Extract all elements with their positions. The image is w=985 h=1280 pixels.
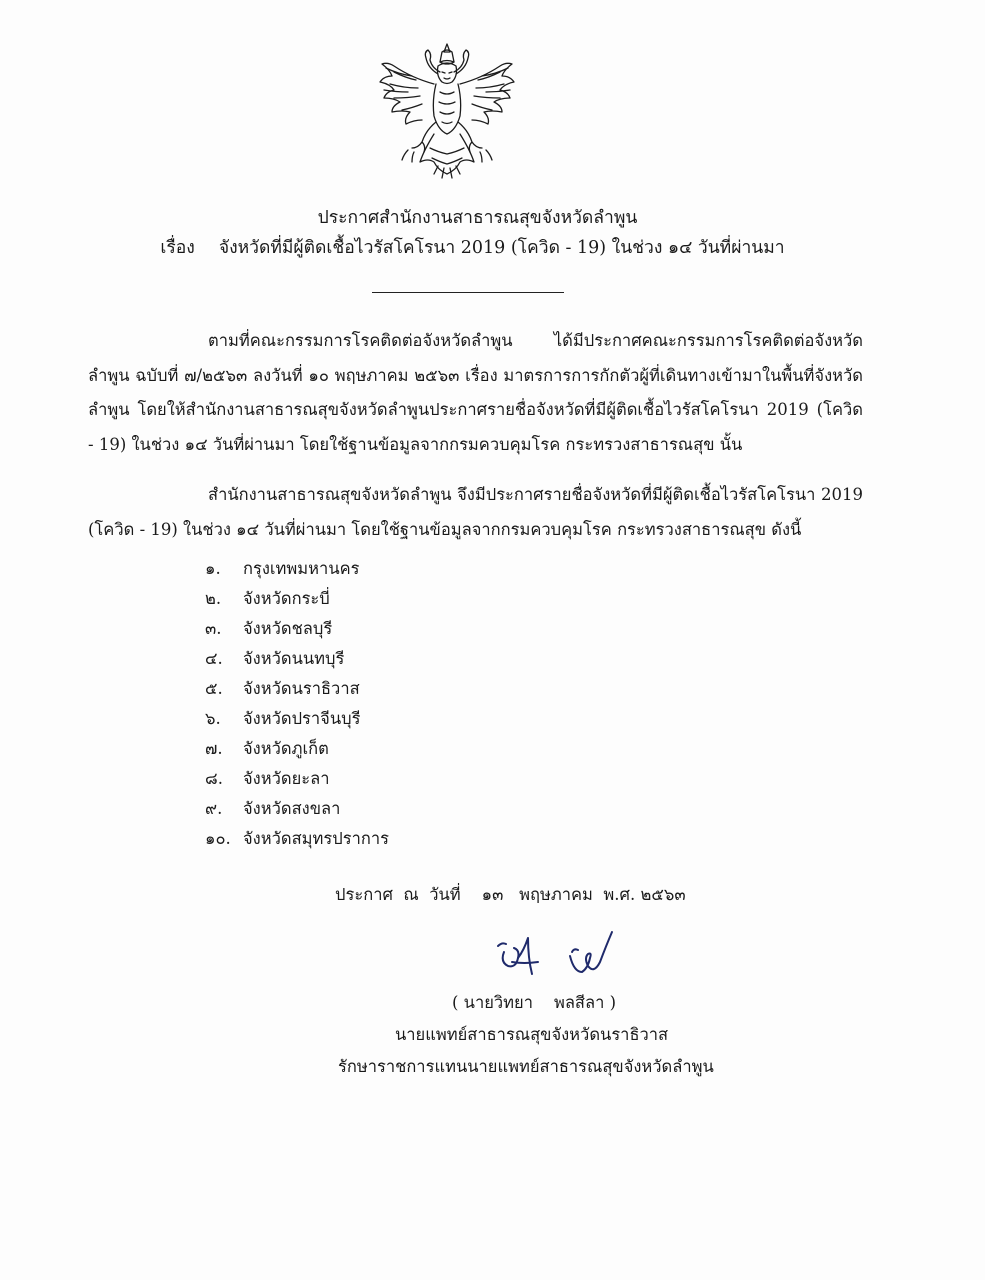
list-number: ๘. — [205, 769, 223, 788]
list-item — [205, 584, 389, 614]
province-name: จังหวัดภูเก็ต — [243, 739, 329, 758]
list-item — [205, 704, 389, 734]
province-list — [205, 554, 389, 854]
list-number: ๕. — [205, 679, 223, 698]
subject-text: จังหวัดที่มีผู้ติดเชื้อไวรัสโคโรนา 2019 (โควิด - 19) ในช่วง ๑๔ วันที่ผ่านมา — [218, 238, 785, 258]
list-number: ๖. — [205, 709, 221, 728]
list-item — [205, 674, 389, 704]
header-divider — [372, 292, 564, 293]
paragraph-announcement-text: สำนักงานสาธารณสุขจังหวัดลำพูน จึงมีประกาศรายชื่อจังหวัดที่มีผู้ติดเชื้อไวรัสโคโรนา 2019 (โควิด - 19) ในช่วง ๑๔ วันที่ผ่านมา โดยใช้ฐานข้อมูลจากกรมควบคุมโรค กระทรวงสาธารณสุข ดังนี้ — [88, 485, 863, 539]
list-item — [205, 794, 389, 824]
province-name: จังหวัดสงขลา — [243, 799, 341, 818]
list-number: ๔. — [205, 649, 223, 668]
announcement-date: ประกาศ ณ วันที่ ๑๓ พฤษภาคม พ.ศ. ๒๕๖๓ — [335, 885, 686, 904]
list-item — [205, 734, 389, 764]
list-number: ๑๐. — [205, 829, 231, 848]
list-number: ๓. — [205, 619, 222, 638]
announcement-header — [0, 203, 985, 263]
paragraph-intro-text: ตามที่คณะกรรมการโรคติดต่อจังหวัดลำพูน ได้มีประกาศคณะกรรมการโรคติดต่อจังหวัดลำพูน ฉบับที่ ๗/๒๕๖๓ ลงวันที่ ๑๐ พฤษภาคม ๒๕๖๓ เรื่อง มาตรการการกักตัวผู้ที่เดินทางเข้ามาในพื้นที่จังหวัดลำพูน โดยให้สำนักงานสาธารณสุขจังหวัดลำพูนประกาศรายชื่อจังหวัดที่มีผู้ติดเชื้อไวรัสโคโรนา 2019 (โควิด - 19) ในช่วง ๑๔ วันที่ผ่านมา โดยใช้ฐานข้อมูลจากกรมควบคุมโรค กระทรวงสาธารณสุข นั้น — [88, 331, 863, 454]
province-name: จังหวัดนราธิวาส — [243, 679, 360, 698]
province-name: กรุงเทพมหานคร — [243, 559, 360, 578]
garuda-emblem-icon — [372, 38, 522, 188]
subject-label: เรื่อง — [160, 238, 195, 258]
province-name: จังหวัดชลบุรี — [243, 619, 333, 638]
province-name: จังหวัดนนทบุรี — [243, 649, 345, 668]
list-number: ๙. — [205, 799, 223, 818]
list-number: ๑. — [205, 559, 221, 578]
paragraph-intro — [88, 324, 863, 462]
paragraph-announcement — [88, 478, 863, 547]
province-name: จังหวัดยะลา — [243, 769, 330, 788]
province-name: จังหวัดกระบี่ — [243, 589, 330, 608]
signer-position: นายแพทย์สาธารณสุขจังหวัดนราธิวาส — [395, 1025, 669, 1044]
signer-acting-position: รักษาราชการแทนนายแพทย์สาธารณสุขจังหวัดลำพูน — [338, 1057, 714, 1076]
list-item — [205, 824, 389, 854]
province-name: จังหวัดสมุทรปราการ — [243, 829, 389, 848]
handwritten-signature — [488, 928, 618, 990]
list-number: ๗. — [205, 739, 223, 758]
announcement-subject-line — [0, 233, 985, 263]
list-item — [205, 644, 389, 674]
list-item — [205, 554, 389, 584]
list-item — [205, 764, 389, 794]
signer-name: ( นายวิทยา พลสีลา ) — [452, 993, 617, 1012]
list-number: ๒. — [205, 589, 222, 608]
announcement-title: ประกาศสำนักงานสาธารณสุขจังหวัดลำพูน — [317, 208, 638, 228]
list-item — [205, 614, 389, 644]
province-name: จังหวัดปราจีนบุรี — [243, 709, 361, 728]
